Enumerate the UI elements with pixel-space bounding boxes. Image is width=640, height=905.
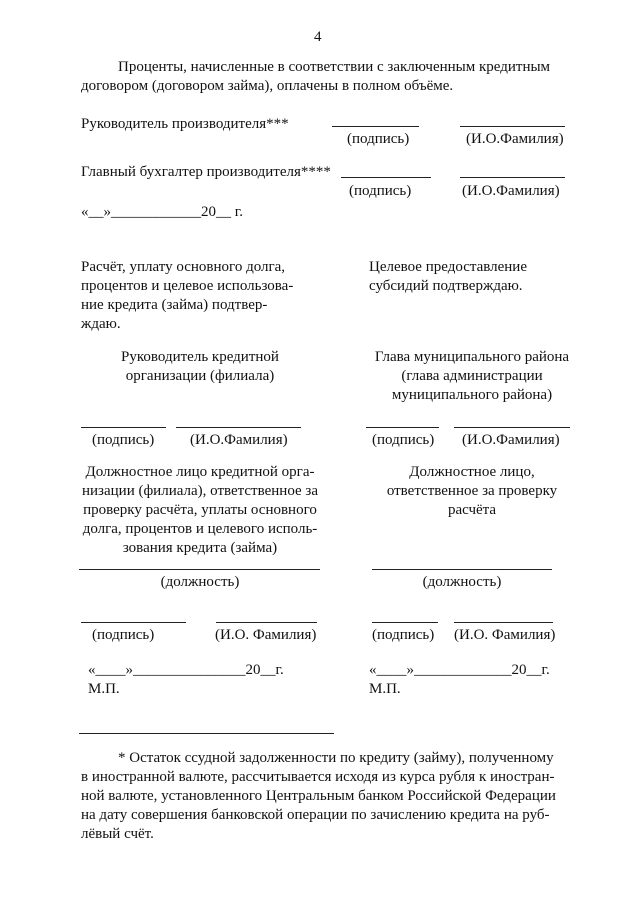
producer-head-signature-line [332,126,419,127]
date-line: «__»____________20__ г. [81,204,243,220]
producer-head-signature-caption: (подпись) [347,131,410,147]
right-stamp: М.П. [369,681,401,697]
footnote-line-1: * Остаток ссудной задолженности по кредиту (займу), полученному [118,750,554,766]
right-confirm-line-2: субсидий подтверждаю. [369,278,523,294]
chief-accountant-name-caption: (И.О.Фамилия) [462,183,560,199]
right-official-line-2: ответственное за проверку [386,483,558,499]
left-signature-line-2 [81,622,186,623]
left-position-caption: (должность) [160,574,240,590]
left-title-line-2: организации (филиала) [125,368,275,384]
footnote-line-5: лёвый счёт. [81,826,154,842]
left-position-line [79,569,320,570]
right-name-line [454,427,570,428]
left-name-line-2 [216,622,317,623]
producer-head-label: Руководитель производителя*** [81,116,289,132]
chief-accountant-signature-line [341,177,431,178]
right-position-line [372,569,552,570]
footnote-line-3: ной валюте, установленного Центральным банком Российской Федерации [81,788,556,804]
page-number: 4 [314,29,322,45]
right-signature-caption-2: (подпись) [372,627,435,643]
left-confirm-line-4: ждаю. [81,316,121,332]
chief-accountant-signature-caption: (подпись) [349,183,412,199]
left-signature-line [81,427,166,428]
left-name-caption: (И.О.Фамилия) [190,432,288,448]
footnote-line-4: на дату совершения банковской операции по зачислению кредита на руб- [81,807,550,823]
right-name-caption-2: (И.О. Фамилия) [454,627,556,643]
right-signature-caption: (подпись) [372,432,435,448]
right-official-line-3: расчёта [447,502,497,518]
left-official-line-2: низации (филиала), ответственное за [82,483,318,499]
intro-line-1: Проценты, начисленные в соответствии с заключенным кредитным [118,59,551,75]
left-name-caption-2: (И.О. Фамилия) [215,627,317,643]
footnote-separator [79,733,334,734]
footnote-line-2: в иностранной валюте, рассчитывается исходя из курса рубля к иностран- [81,769,555,785]
producer-head-name-line [460,126,565,127]
left-official-line-5: зования кредита (займа) [122,540,278,556]
left-name-line [176,427,301,428]
right-name-caption: (И.О.Фамилия) [462,432,560,448]
left-official-line-1: Должностное лицо кредитной орга- [85,464,315,480]
left-confirm-line-2: процентов и целевое использова- [81,278,294,294]
left-signature-caption-2: (подпись) [92,627,155,643]
intro-line-2: договором (договором займа), оплачены в полном объёме. [81,78,454,94]
chief-accountant-label: Главный бухгалтер производителя**** [81,164,331,180]
right-title-line-3: муниципального района) [391,387,553,403]
left-official-line-4: долга, процентов и целевого исполь- [82,521,318,537]
left-confirm-line-3: ние кредита (займа) подтвер- [81,297,268,313]
left-date: «____»_______________20__г. [88,662,284,678]
producer-head-name-caption: (И.О.Фамилия) [466,131,564,147]
right-signature-line [366,427,439,428]
left-confirm-line-1: Расчёт, уплату основного долга, [81,259,286,275]
right-date: «____»_____________20__г. [369,662,550,678]
left-stamp: М.П. [88,681,120,697]
right-name-line-2 [454,622,553,623]
right-position-caption: (должность) [422,574,502,590]
right-title-line-1: Глава муниципального района [374,349,570,365]
chief-accountant-name-line [460,177,565,178]
left-title-line-1: Руководитель кредитной [121,349,279,365]
right-signature-line-2 [372,622,438,623]
right-official-line-1: Должностное лицо, [409,464,535,480]
right-title-line-2: (глава администрации [401,368,543,384]
left-signature-caption: (подпись) [92,432,155,448]
right-confirm-line-1: Целевое предоставление [369,259,527,275]
left-official-line-3: проверку расчёта, уплаты основного [83,502,317,518]
